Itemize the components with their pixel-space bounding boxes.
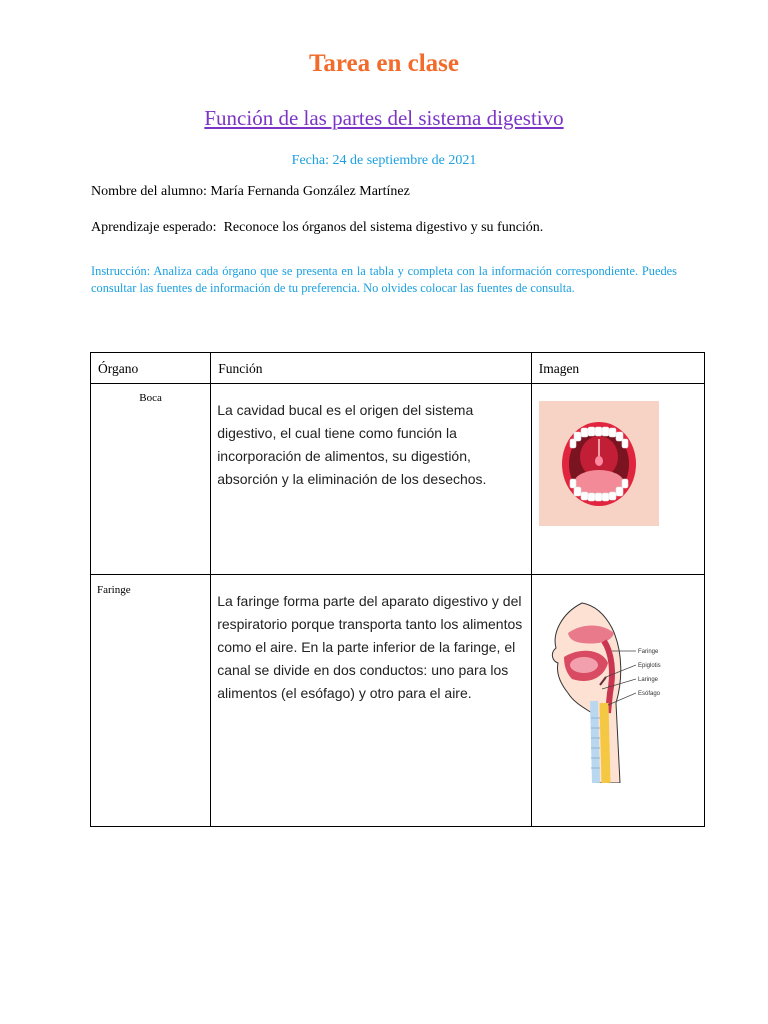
instruction-text: Instrucción: Analiza cada órgano que se presenta en la tabla y completa con la información correspondiente. Puedes consultar las fuentes de información de tu preferencia. No olvides colocar las fuentes de consulta. xyxy=(91,264,677,295)
student-label: Nombre del alumno: xyxy=(91,184,207,199)
table-row xyxy=(91,384,705,575)
pharynx-label: Faringe xyxy=(637,649,659,655)
pharynx-diagram-icon xyxy=(542,593,692,783)
header-organ: Órgano xyxy=(91,353,211,384)
mouth-illustration-icon xyxy=(539,401,659,526)
learning-line xyxy=(91,220,543,236)
organ-cell: Boca xyxy=(91,384,211,575)
image-cell xyxy=(531,575,704,827)
organ-cell: Faringe xyxy=(91,575,211,827)
esophagus-label: Esófago xyxy=(637,691,660,697)
student-line xyxy=(91,184,410,200)
page-title: Tarea en clase xyxy=(309,50,459,77)
function-cell: La cavidad bucal es el origen del sistema digestivo, el cual tiene como función la incorporación de alimentos, su digestión, absorción y la eliminación de los desechos. xyxy=(211,384,532,575)
student-name: María Fernanda González Martínez xyxy=(210,184,410,199)
learning-label: Aprendizaje esperado: xyxy=(91,220,217,235)
table-header-row xyxy=(91,353,705,384)
date-line: Fecha: 24 de septiembre de 2021 xyxy=(291,153,477,168)
epiglottis-label: Epiglotis xyxy=(637,663,661,669)
header-function: Función xyxy=(211,353,532,384)
organs-table xyxy=(90,352,705,827)
image-cell xyxy=(531,384,704,575)
function-cell: La faringe forma parte del aparato digestivo y del respiratorio porque transporta tanto los alimentos como el aire. En la parte inferior de la faringe, el canal se divide en dos conductos: uno para los alimentos (el esófago) y otro para el aire. xyxy=(211,575,532,827)
page-subtitle: Función de las partes del sistema digestivo xyxy=(204,106,564,130)
larynx-label: Laringe xyxy=(637,677,658,683)
learning-text: Reconoce los órganos del sistema digestivo y su función. xyxy=(223,220,544,235)
header-image: Imagen xyxy=(531,353,704,384)
table-row xyxy=(91,575,705,827)
